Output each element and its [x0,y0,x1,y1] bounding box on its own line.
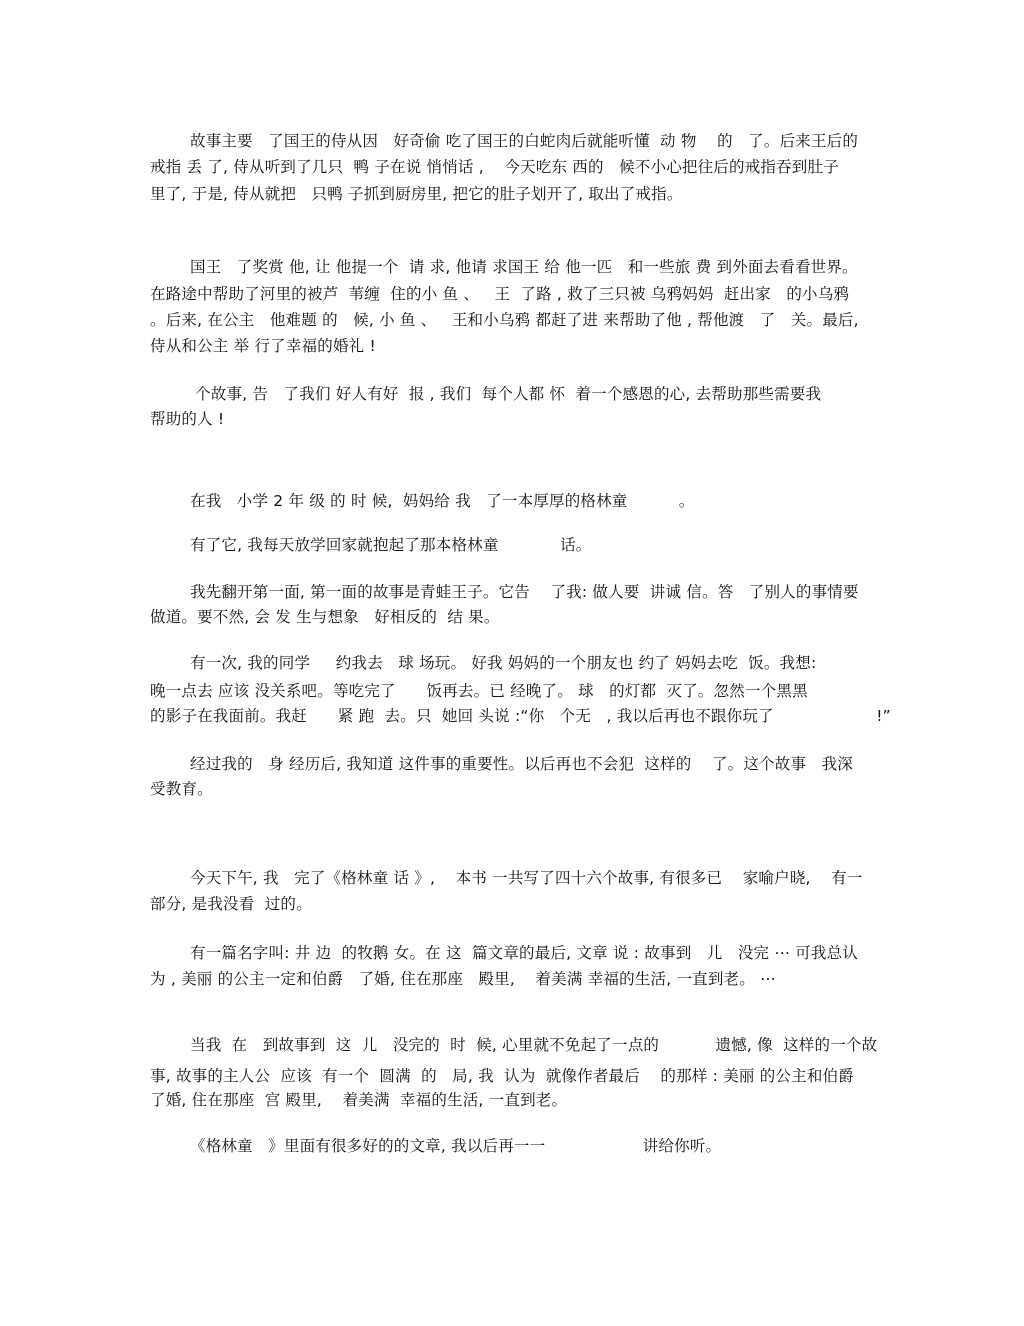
text-line: 事, 故事的主人公 应该 有一个 圆满 的 局, 我 认为 就像作者最后 的那样 : 美丽 的公主和伯爵 [150,1067,854,1085]
text-line: 晚一点去 应该 没关系吧。等吃完了 饭再去。已 经晚了。 球 的灯都 灭了。忽然一个黑黑 [150,682,808,700]
text-line: 国王 了奖赏 他, 让 他提一个 请 求, 他请 求国王 给 他一匹 和一些旅 费 到外面去看看世界。 [190,258,858,276]
text-line: 戒指 丢 了, 侍从听到了几只 鸭 子在说 悄悄话 , 今天吃东 西的 候不小心把往后的戒指吞到肚子 [150,158,839,176]
text-line: 在路途中帮助了河里的被芦 苇缠 住的小 鱼 、 王 了路 , 救了三只被 乌鸦妈妈 赶出家 的小乌鸦 [150,285,850,303]
text-line: 今天下午, 我 完了《格林童 话 》, 本书 一共写了四十六个故事, 有很多已 家喻户晓, 有一 [190,869,863,887]
text-line: 有一次, 我的同学 约我去 球 场玩。 好我 妈妈的一个朋友也 约了 妈妈去吃 饭。我想: [190,654,817,672]
text-line: 我先翻开第一面, 第一面的故事是青蛙王子。它告 了我: 做人要 讲诚 信。答 了别人的事情要 [190,583,859,601]
text-line: 有一篇名字叫: 井 边 的牧鹅 女。在 这 篇文章的最后, 文章 说 : 故事到 儿 没完 ⋯ 可我总认 [190,944,859,962]
text-line: 在我 小学 2 年 级 的 时 候, 妈妈给 我 了一本厚厚的格林童 。 [190,492,695,510]
text-line: 《格林童 》里面有很多好的的文章, 我以后再一一 讲给你听。 [190,1137,722,1155]
text-line: 。后来, 在公主 他难题 的 候, 小 鱼 、 王和小乌鸦 都赶了进 来帮助了他 , 帮他渡 了 关。最后, [150,311,859,329]
text-line: 的影子在我面前。我赶 紧 跑 去。只 她回 头说 :“你 个无 , 我以后再也不跟你玩了 !” [150,707,891,725]
text-line: 里了, 于是, 侍从就把 只鸭 子抓到厨房里, 把它的肚子划开了, 取出了戒指。 [150,185,683,203]
text-line: 故事主要 了国王的侍从因 好奇偷 吃了国王的白蛇肉后就能听懂 动 物 的 了。后来王后的 [190,132,859,150]
text-line: 部分, 是我没看 过的。 [150,895,312,913]
text-line: 当我 在 到故事到 这 儿 没完的 时 候, 心里就不免起了一点的 遗憾, 像 这样的一个故 [190,1036,878,1054]
text-line: 了婚, 住在那座 宫 殿里, 着美满 幸福的生活, 一直到老。 [150,1091,568,1109]
text-line: 帮助的人 ! [150,410,225,428]
text-line: 有了它, 我每天放学回家就抱起了那本格林童 话。 [190,536,592,554]
text-line: 经过我的 身 经历后, 我知道 这件事的重要性。以后再也不会犯 这样的 了。这个故事 我深 [190,755,853,773]
text-line: 为 , 美丽 的公主一定和伯爵 了婚, 住在那座 殿里, 着美满 幸福的生活, 一直到老。 ⋯ [150,970,776,988]
text-line: 侍从和公主 举 行了幸福的婚礼 ! [150,337,376,355]
text-line: 个故事, 告 了我们 好人有好 报 , 我们 每个人都 怀 着一个感恩的心, 去帮助那些需要我 [190,385,822,403]
text-line: 受教育。 [150,780,213,798]
text-line: 做道。要不然, 会 发 生与想象 好相反的 结 果。 [150,608,500,626]
